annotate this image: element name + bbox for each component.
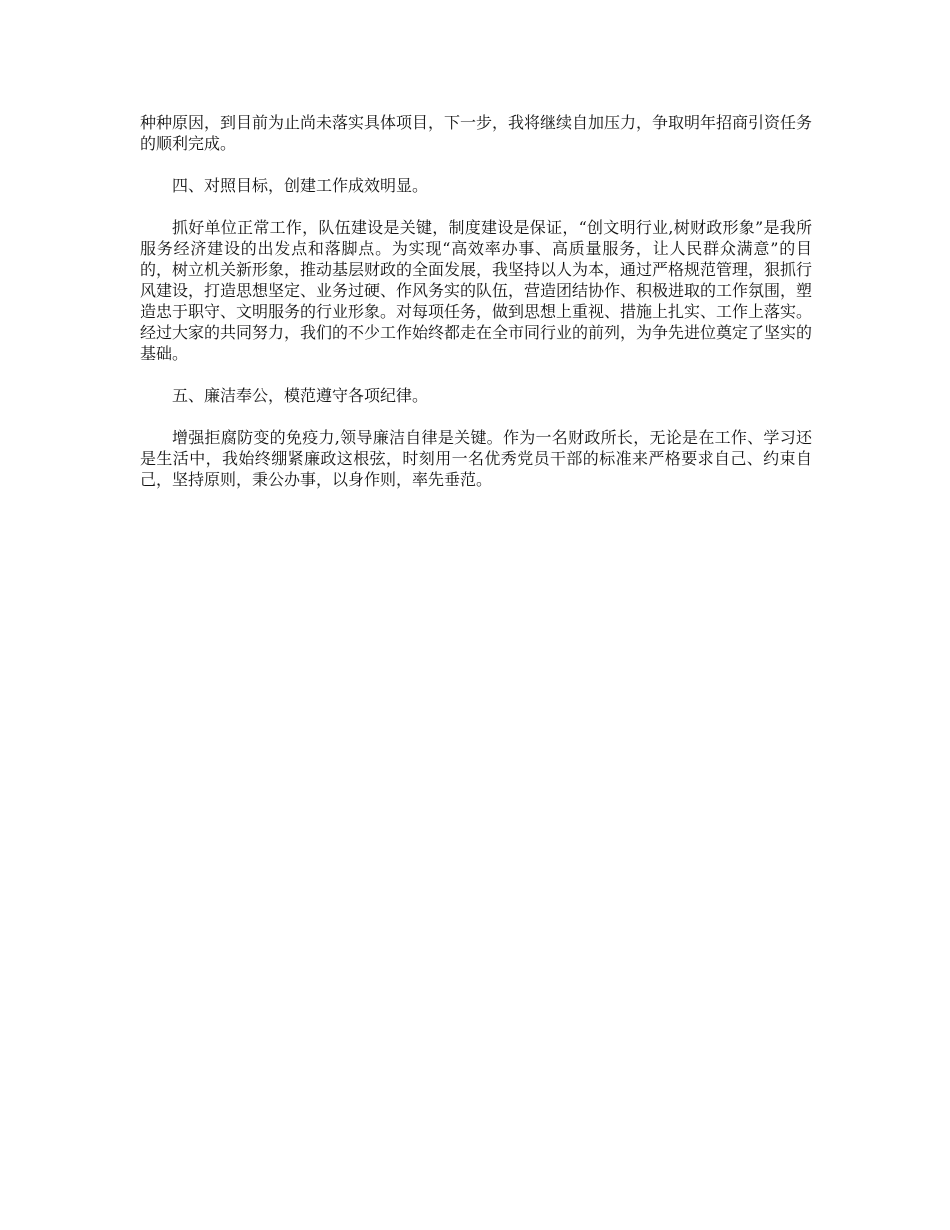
paragraph-section-4-body: 抓好单位正常工作，队伍建设是关键，制度建设是保证，“创文明行业,树财政形象”是我所服务经济建设的出发点和落脚点。为实现“高效率办事、高质量服务，让人民群众满意”的目的，树立机关新形象，推动基层财政的全面发展，我坚持以人为本，通过严格规范管理，狠抓行风建设，打造思想坚定、业务过硬、作风务实的队伍，营造团结协作、积极进取的工作氛围，塑造忠于职守、文明服务的行业形象。对每项任务，做到思想上重视、措施上扎实、工作上落实。经过大家的共同努力，我们的不少工作始终都走在全市同行业的前列，为争先进位奠定了坚实的基础。: [140, 218, 813, 363]
paragraph-section-5-body: 增强拒腐防变的免疫力,领导廉洁自律是关键。作为一名财政所长，无论是在工作、学习还是生活中，我始终绷紧廉政这根弦，时刻用一名优秀党员干部的标准来严格要求自己、约束自己，坚持原则，秉公办事，以身作则，率先垂范。: [140, 428, 812, 489]
document-page: [140, 112, 812, 511]
section-heading-5: 五、廉洁奉公，模范遵守各项纪律。: [172, 386, 429, 405]
paragraph-continuation: 种种原因，到目前为止尚未落实具体项目，下一步，我将继续自加压力，争取明年招商引资任务的顺利完成。: [140, 113, 813, 153]
section-heading-4: 四、对照目标，创建工作成效明显。: [172, 176, 429, 195]
